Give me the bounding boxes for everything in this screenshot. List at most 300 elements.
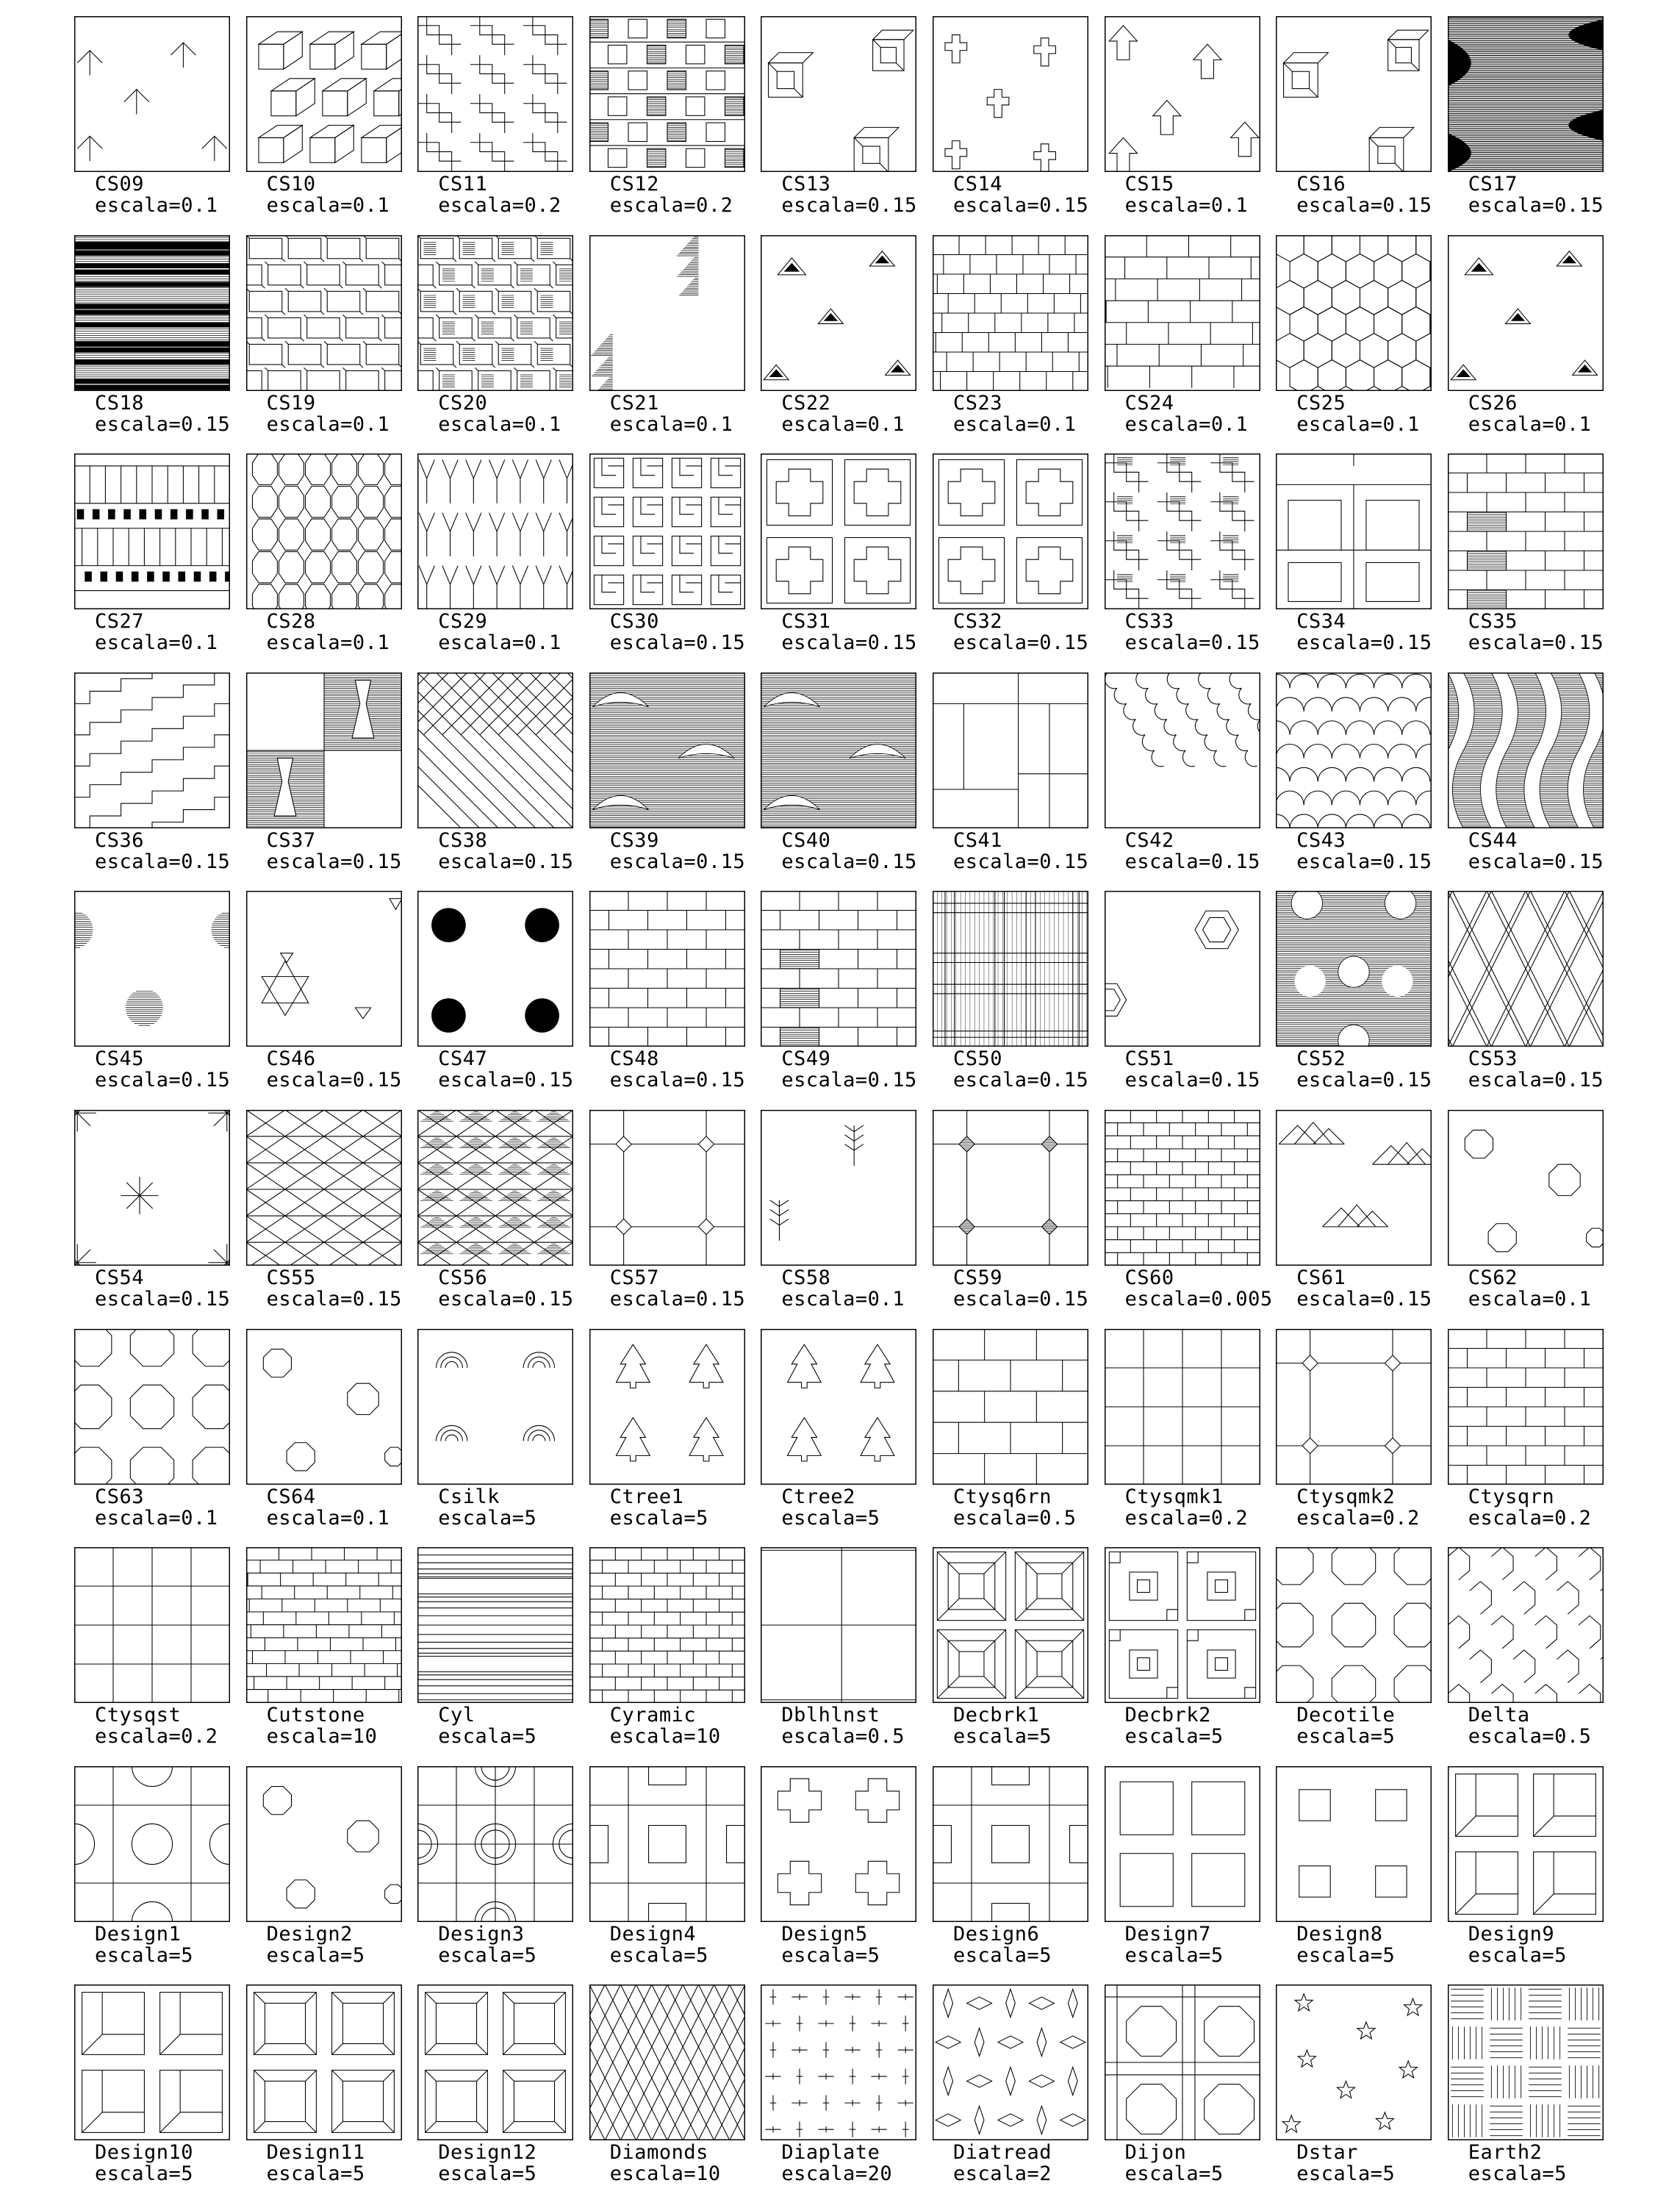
pattern-scale: escala=5 <box>95 1943 194 1967</box>
pattern-swatch-brick <box>1448 1329 1604 1485</box>
pattern-cell <box>1276 673 1447 889</box>
pattern-scale: escala=0.1 <box>1468 1288 1592 1311</box>
pattern-scale: escala=0.1 <box>1124 412 1249 436</box>
pattern-label <box>953 392 1077 435</box>
pattern-label <box>1296 392 1420 435</box>
pattern-cell <box>761 453 932 670</box>
pattern-cell <box>1105 673 1276 889</box>
pattern-label <box>95 2142 193 2184</box>
pattern-scale: escala=0.15 <box>609 631 746 655</box>
pattern-label <box>610 392 733 435</box>
pattern-label <box>438 1486 536 1529</box>
pattern-cell <box>933 1984 1104 2201</box>
pattern-swatch-meander-hatched <box>1105 453 1260 609</box>
pattern-label <box>610 1048 745 1091</box>
pattern-cell <box>74 1547 245 1764</box>
pattern-label <box>1468 2142 1567 2184</box>
pattern-label <box>1296 1923 1395 1966</box>
pattern-name: Design3 <box>438 1922 525 1946</box>
pattern-name: Decbrk1 <box>953 1704 1040 1727</box>
pattern-cell <box>761 1766 932 1983</box>
pattern-cell <box>933 891 1104 1108</box>
pattern-scale: escala=5 <box>1124 1725 1224 1749</box>
pattern-scale: escala=0.15 <box>266 1069 402 1092</box>
pattern-label <box>438 1923 536 1966</box>
pattern-scale: escala=0.1 <box>1296 412 1420 436</box>
pattern-label <box>781 1923 880 1966</box>
pattern-name: CS54 <box>95 1266 145 1289</box>
pattern-swatch-hexagons <box>1105 891 1260 1047</box>
pattern-cell <box>1276 453 1447 670</box>
pattern-scale: escala=0.15 <box>1468 850 1604 873</box>
pattern-swatch-stone-grid <box>933 235 1088 391</box>
pattern-name: CS33 <box>1124 610 1174 634</box>
pattern-scale: escala=0.15 <box>95 1288 231 1311</box>
pattern-swatch-clouds <box>1105 673 1260 828</box>
pattern-label <box>610 1267 745 1310</box>
pattern-cell <box>417 1110 589 1327</box>
pattern-cell <box>74 1110 245 1327</box>
pattern-label <box>438 1048 573 1091</box>
pattern-name: Diamonds <box>609 2141 708 2165</box>
pattern-swatch-panels <box>1276 453 1432 609</box>
pattern-scale: escala=0.15 <box>266 1288 402 1311</box>
pattern-label <box>610 1704 721 1747</box>
pattern-label <box>953 830 1088 872</box>
pattern-swatch-crosses <box>933 16 1088 172</box>
pattern-swatch-asterisks <box>74 1110 230 1266</box>
pattern-scale: escala=0.15 <box>953 631 1089 655</box>
pattern-scale: escala=0.1 <box>438 631 561 655</box>
pattern-swatch-tile-grid <box>1105 1329 1260 1485</box>
pattern-swatch-solid-stripes <box>1448 16 1604 172</box>
pattern-cell <box>589 1329 761 1546</box>
pattern-label <box>610 611 745 653</box>
pattern-swatch-maze <box>589 453 745 609</box>
pattern-name: CS29 <box>438 610 488 634</box>
pattern-swatch-nested-squares <box>1105 1547 1260 1703</box>
pattern-scale: escala=0.15 <box>266 850 402 873</box>
pattern-scale: escala=0.15 <box>1296 1288 1432 1311</box>
pattern-name: CS30 <box>609 610 659 634</box>
pattern-label <box>267 1486 390 1529</box>
pattern-scale: escala=0.1 <box>95 631 218 655</box>
pattern-swatch-brick-hatched <box>761 891 916 1047</box>
pattern-scale: escala=0.15 <box>609 1288 746 1311</box>
pattern-scale: escala=0.15 <box>781 850 917 873</box>
pattern-swatch-plaid <box>933 891 1088 1047</box>
pattern-name: Ctysqst <box>95 1704 182 1727</box>
pattern-swatch-moons <box>761 673 916 828</box>
pattern-name: CS39 <box>609 828 659 852</box>
pattern-cell <box>1105 1984 1276 2201</box>
pattern-swatch-twigs <box>761 1110 916 1266</box>
pattern-swatch-brick-hatched <box>1448 453 1604 609</box>
pattern-cell <box>933 1110 1104 1327</box>
pattern-cell <box>246 673 417 889</box>
pattern-scale: escala=0.15 <box>1296 194 1432 217</box>
pattern-swatch-octagon-grid <box>74 1329 230 1485</box>
pattern-name: CS61 <box>1296 1266 1346 1289</box>
pattern-name: CS24 <box>1124 391 1174 415</box>
pattern-scale: escala=0.1 <box>266 412 390 436</box>
pattern-name: Dstar <box>1296 2141 1358 2165</box>
pattern-cell <box>933 235 1104 452</box>
pattern-label <box>1468 1704 1592 1747</box>
pattern-swatch-bevel-squares-light <box>246 1984 402 2140</box>
pattern-cell <box>589 1110 761 1327</box>
pattern-cell <box>417 1984 589 2201</box>
pattern-name: Design4 <box>609 1922 697 1946</box>
pattern-name: Design2 <box>266 1922 353 1946</box>
pattern-cell <box>1276 1766 1447 1983</box>
pattern-scale: escala=10 <box>609 2162 721 2186</box>
pattern-label <box>267 392 390 435</box>
pattern-name: Earth2 <box>1468 2141 1543 2165</box>
pattern-scale: escala=5 <box>438 1943 537 1967</box>
pattern-scale: escala=0.15 <box>438 1288 574 1311</box>
pattern-swatch-trees <box>761 1329 916 1485</box>
pattern-swatch-mountains <box>1276 1110 1432 1266</box>
pattern-cell <box>74 453 245 670</box>
pattern-name: CS42 <box>1124 828 1174 852</box>
pattern-scale: escala=0.15 <box>1468 194 1604 217</box>
pattern-label <box>610 2142 721 2184</box>
pattern-label <box>95 1267 230 1310</box>
pattern-name: CS34 <box>1296 610 1346 634</box>
pattern-swatch-bowties-hatched <box>417 1110 573 1266</box>
pattern-swatch-tile-diamonds <box>1276 1329 1432 1485</box>
pattern-scale: escala=0.15 <box>953 1288 1089 1311</box>
pattern-cell <box>761 673 932 889</box>
pattern-name: CS59 <box>953 1266 1003 1289</box>
pattern-swatch-lattice <box>1448 891 1604 1047</box>
pattern-name: Decotile <box>1296 1704 1396 1727</box>
pattern-label <box>781 1704 905 1747</box>
pattern-name: CS37 <box>266 828 316 852</box>
pattern-cell <box>1276 1547 1447 1764</box>
pattern-name: Ctree2 <box>781 1485 855 1508</box>
pattern-cell <box>417 1547 589 1764</box>
pattern-swatch-stars <box>1276 1984 1432 2140</box>
pattern-label <box>610 830 745 872</box>
pattern-cell <box>246 453 417 670</box>
pattern-name: CS14 <box>953 173 1003 196</box>
pattern-name: CS18 <box>95 391 145 415</box>
pattern-swatch-brick <box>589 891 745 1047</box>
pattern-scale: escala=5 <box>1296 1943 1396 1967</box>
pattern-label <box>438 1704 536 1747</box>
pattern-scale: escala=5 <box>1124 1943 1224 1967</box>
pattern-scale: escala=0.15 <box>781 194 917 217</box>
pattern-cell <box>1105 1329 1276 1546</box>
pattern-swatch-squares-grid <box>589 1766 745 1922</box>
pattern-cell <box>417 235 589 452</box>
pattern-cell <box>761 1984 932 2201</box>
pattern-cell <box>246 1766 417 1983</box>
pattern-name: Dblhlnst <box>781 1704 880 1727</box>
pattern-label <box>267 2142 365 2184</box>
pattern-swatch-cutstone <box>246 1547 402 1703</box>
pattern-name: Delta <box>1468 1704 1530 1727</box>
pattern-swatch-square-grid <box>74 1547 230 1703</box>
pattern-label <box>95 1486 218 1529</box>
pattern-name: CS40 <box>781 828 831 852</box>
pattern-swatch-bevel-corners <box>74 1984 230 2140</box>
pattern-name: CS46 <box>266 1047 316 1071</box>
pattern-label <box>953 611 1088 653</box>
pattern-label <box>1468 1048 1604 1091</box>
pattern-scale: escala=5 <box>95 2162 194 2186</box>
pattern-swatch-tile-diamonds <box>589 1110 745 1266</box>
pattern-scale: escala=5 <box>438 1725 537 1749</box>
pattern-scale: escala=0.15 <box>1296 631 1432 655</box>
pattern-swatch-big-panels <box>761 1547 916 1703</box>
pattern-swatch-cubes <box>246 16 402 172</box>
pattern-label <box>1125 2142 1224 2184</box>
pattern-swatch-bevel-bricks-hatched <box>417 235 573 391</box>
pattern-name: Csilk <box>438 1485 500 1508</box>
pattern-cell <box>1276 16 1447 233</box>
pattern-swatch-star-of-david <box>246 891 402 1047</box>
pattern-swatch-steps <box>74 673 230 828</box>
pattern-name: Ctysqrn <box>1468 1485 1555 1508</box>
pattern-cell <box>589 1766 761 1983</box>
pattern-name: CS10 <box>266 173 316 196</box>
pattern-scale: escala=0.1 <box>266 631 390 655</box>
pattern-scale: escala=0.1 <box>266 1506 390 1530</box>
pattern-name: CS23 <box>953 391 1003 415</box>
pattern-swatch-wire-cubes <box>1276 16 1432 172</box>
pattern-label <box>438 1267 573 1310</box>
pattern-label <box>1468 830 1604 872</box>
pattern-cell <box>1448 1766 1619 1983</box>
pattern-scale: escala=0.15 <box>953 1069 1089 1092</box>
pattern-scale: escala=0.5 <box>781 1725 905 1749</box>
pattern-cell <box>1276 891 1447 1108</box>
pattern-scale: escala=5 <box>266 2162 365 2186</box>
pattern-scale: escala=0.1 <box>953 412 1077 436</box>
pattern-cell <box>246 16 417 233</box>
pattern-scale: escala=0.15 <box>609 1069 746 1092</box>
pattern-scale: escala=0.15 <box>1124 631 1260 655</box>
pattern-label <box>953 173 1088 216</box>
pattern-cell <box>417 891 589 1108</box>
pattern-label <box>781 1486 880 1529</box>
pattern-cell <box>74 235 245 452</box>
pattern-label <box>953 2142 1052 2184</box>
pattern-name: Ctysqmk2 <box>1296 1485 1396 1508</box>
pattern-name: CS25 <box>1296 391 1346 415</box>
pattern-label <box>1296 1486 1420 1529</box>
pattern-cell <box>246 1329 417 1546</box>
pattern-swatch-small-squares <box>1276 1766 1432 1922</box>
pattern-cell <box>74 1984 245 2201</box>
pattern-scale: escala=0.2 <box>95 1725 218 1749</box>
pattern-name: CS26 <box>1468 391 1518 415</box>
pattern-name: CS27 <box>95 610 145 634</box>
pattern-cell <box>1276 1984 1447 2201</box>
pattern-cell <box>74 891 245 1108</box>
pattern-scale: escala=0.1 <box>266 194 390 217</box>
pattern-cell <box>933 16 1104 233</box>
pattern-name: CS50 <box>953 1047 1003 1071</box>
pattern-swatch-octagon-grid <box>1276 1547 1432 1703</box>
pattern-scale: escala=0.15 <box>1296 1069 1432 1092</box>
pattern-swatch-dense-stripes <box>74 235 230 391</box>
pattern-label <box>1468 1923 1567 1966</box>
pattern-name: CS35 <box>1468 610 1518 634</box>
pattern-name: Design8 <box>1296 1922 1383 1946</box>
pattern-cell <box>933 1329 1104 1546</box>
pattern-label <box>1296 2142 1395 2184</box>
pattern-cell <box>1105 235 1276 452</box>
pattern-cell <box>417 1766 589 1983</box>
pattern-cell <box>761 235 932 452</box>
pattern-cell <box>761 1547 932 1764</box>
pattern-scale: escala=0.15 <box>781 1069 917 1092</box>
pattern-name: CS53 <box>1468 1047 1518 1071</box>
pattern-swatch-hex-tiles <box>1448 1547 1604 1703</box>
pattern-swatch-cross-frames <box>933 453 1088 609</box>
pattern-label <box>953 1486 1077 1529</box>
pattern-name: CS45 <box>95 1047 145 1071</box>
pattern-name: CS22 <box>781 391 831 415</box>
pattern-name: CS49 <box>781 1047 831 1071</box>
pattern-name: CS41 <box>953 828 1003 852</box>
pattern-label <box>1296 1704 1395 1747</box>
pattern-swatch-diaplate <box>761 1984 916 2140</box>
pattern-swatch-waves-hatched <box>1448 673 1604 828</box>
pattern-swatch-rails <box>74 453 230 609</box>
pattern-cell <box>933 1547 1104 1764</box>
pattern-name: CS64 <box>266 1485 316 1508</box>
pattern-scale: escala=0.1 <box>1468 412 1592 436</box>
pattern-cell <box>417 1329 589 1546</box>
pattern-swatch-black-dots <box>417 891 573 1047</box>
pattern-scale: escala=0.15 <box>1296 850 1432 873</box>
pattern-swatch-triangles <box>761 235 916 391</box>
pattern-label <box>438 173 561 216</box>
pattern-scale: escala=5 <box>953 1943 1052 1967</box>
pattern-label <box>953 1267 1088 1310</box>
pattern-scale: escala=0.1 <box>781 1288 905 1311</box>
pattern-scale: escala=5 <box>1124 2162 1224 2186</box>
pattern-cell <box>589 891 761 1108</box>
pattern-name: Design5 <box>781 1922 868 1946</box>
pattern-swatch-bevel-corners <box>1448 1766 1604 1922</box>
pattern-label <box>267 1923 365 1966</box>
pattern-cell <box>246 235 417 452</box>
pattern-name: CS60 <box>1124 1266 1174 1289</box>
pattern-swatch-moons <box>589 673 745 828</box>
pattern-label <box>610 1486 708 1529</box>
pattern-name: CS32 <box>953 610 1003 634</box>
pattern-name: Ctysqmk1 <box>1124 1485 1224 1508</box>
pattern-name: CS44 <box>1468 828 1518 852</box>
pattern-scale: escala=5 <box>1468 2162 1567 2186</box>
pattern-scale: escala=0.15 <box>1124 850 1260 873</box>
pattern-scale: escala=0.2 <box>1124 1506 1249 1530</box>
pattern-swatch-meander <box>417 16 573 172</box>
pattern-name: CS12 <box>609 173 659 196</box>
pattern-cell <box>933 673 1104 889</box>
pattern-name: CS20 <box>438 391 488 415</box>
pattern-cell <box>1105 453 1276 670</box>
pattern-label <box>781 611 916 653</box>
pattern-label <box>95 1048 230 1091</box>
pattern-label <box>1468 173 1604 216</box>
pattern-name: CS16 <box>1296 173 1346 196</box>
pattern-label <box>781 1048 916 1091</box>
pattern-cell <box>74 1329 245 1546</box>
pattern-name: Ctysq6rn <box>953 1485 1052 1508</box>
pattern-name: Design6 <box>953 1922 1040 1946</box>
pattern-cell <box>1448 16 1619 233</box>
pattern-name: CS19 <box>266 391 316 415</box>
pattern-scale: escala=0.5 <box>1468 1725 1592 1749</box>
pattern-label <box>1296 830 1432 872</box>
pattern-cell <box>589 453 761 670</box>
pattern-cell <box>761 1329 932 1546</box>
pattern-scale: escala=5 <box>1296 1725 1396 1749</box>
pattern-scale: escala=20 <box>781 2162 893 2186</box>
pattern-label <box>610 1923 708 1966</box>
pattern-scale: escala=5 <box>781 1943 880 1967</box>
pattern-scale: escala=0.1 <box>1124 194 1249 217</box>
pattern-cell <box>761 16 932 233</box>
pattern-scale: escala=0.5 <box>953 1506 1077 1530</box>
pattern-name: CS52 <box>1296 1047 1346 1071</box>
pattern-name: CS17 <box>1468 173 1518 196</box>
pattern-name: CS51 <box>1124 1047 1174 1071</box>
pattern-swatch-arcs <box>417 1329 573 1485</box>
pattern-swatch-big-arrows <box>1105 16 1260 172</box>
pattern-swatch-trees <box>589 1329 745 1485</box>
pattern-scale: escala=5 <box>438 2162 537 2186</box>
pattern-name: CS11 <box>438 173 488 196</box>
pattern-scale: escala=5 <box>609 1943 708 1967</box>
pattern-name: Design10 <box>95 2141 194 2165</box>
pattern-cell <box>1448 1329 1619 1546</box>
pattern-swatch-rings <box>417 1766 573 1922</box>
pattern-swatch-brick-small <box>589 1547 745 1703</box>
pattern-swatch-bowties <box>246 1110 402 1266</box>
pattern-name: CS21 <box>609 391 659 415</box>
pattern-scale: escala=0.1 <box>609 412 733 436</box>
pattern-name: Cutstone <box>266 1704 365 1727</box>
pattern-scale: escala=0.15 <box>95 412 231 436</box>
pattern-label <box>95 1923 193 1966</box>
pattern-scale: escala=5 <box>438 1506 537 1530</box>
pattern-label <box>1125 1486 1249 1529</box>
pattern-swatch-cross-frames <box>761 453 916 609</box>
pattern-cell <box>246 1984 417 2201</box>
pattern-swatch-brick-small <box>1105 1110 1260 1266</box>
pattern-scale: escala=0.15 <box>438 1069 574 1092</box>
pattern-label <box>781 392 905 435</box>
pattern-cell <box>1105 1110 1276 1327</box>
pattern-swatch-arrows <box>74 16 230 172</box>
pattern-name: CS55 <box>266 1266 316 1289</box>
pattern-swatch-diamond-lattice <box>589 1984 745 2140</box>
pattern-swatch-vases <box>246 673 402 828</box>
pattern-name: CS15 <box>1124 173 1174 196</box>
pattern-scale: escala=0.2 <box>1468 1506 1592 1530</box>
pattern-label <box>1468 1486 1592 1529</box>
pattern-name: CS38 <box>438 828 488 852</box>
pattern-scale: escala=5 <box>609 1506 708 1530</box>
